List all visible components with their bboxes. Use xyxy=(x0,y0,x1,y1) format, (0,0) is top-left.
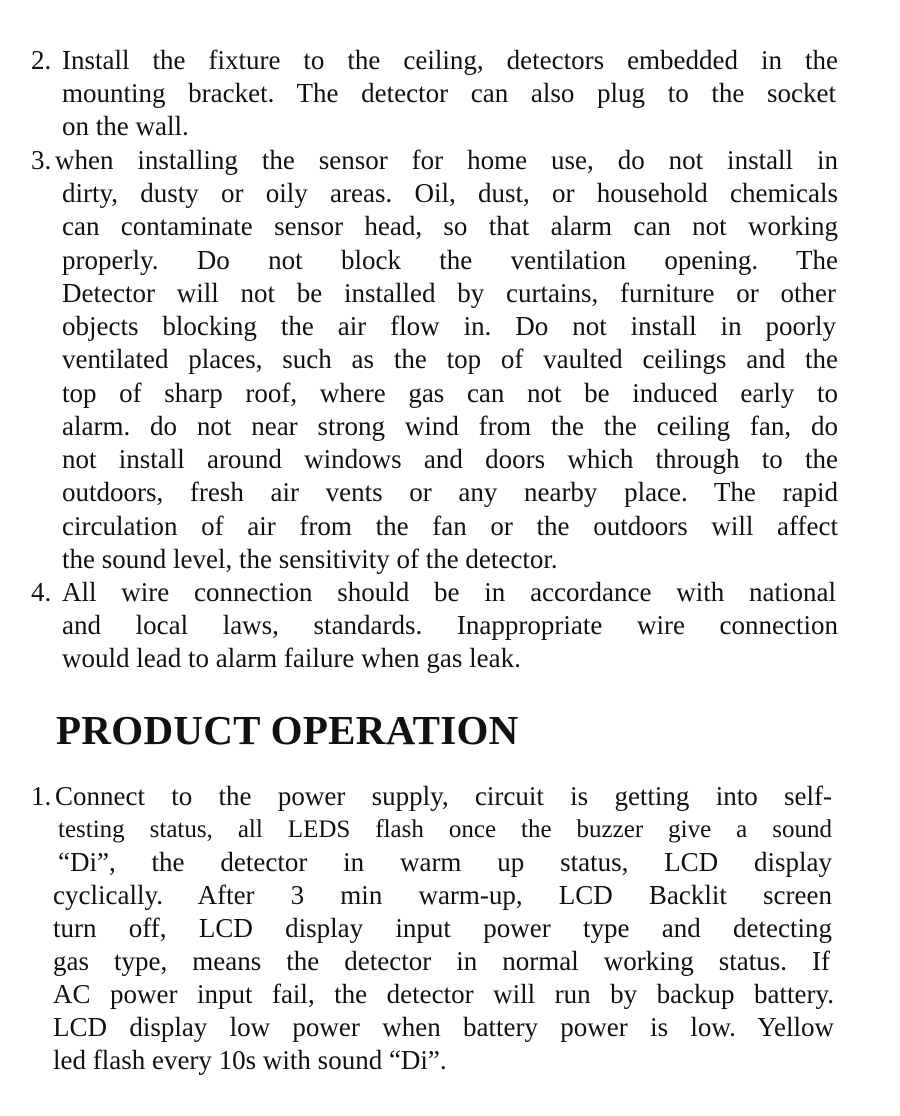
paragraph-line: dirty, dusty or oily areas. Oil, dust, or household chemicals xyxy=(62,178,838,208)
paragraph-line: circulation of air from the fan or the outdoors will affect xyxy=(62,511,838,541)
paragraph-line: not install around windows and doors which through to the xyxy=(62,444,838,474)
step-number: 3. xyxy=(31,145,52,175)
paragraph-line: turn off, LCD display input power type and detecting xyxy=(53,913,832,943)
paragraph-line: the sound level, the sensitivity of the detector. xyxy=(62,544,558,574)
paragraph-line: objects blocking the air flow in. Do not install in poorly xyxy=(62,311,836,341)
step-number: 1. xyxy=(31,781,52,811)
paragraph-line: properly. Do not block the ventilation opening. The xyxy=(62,245,838,275)
paragraph-line: mounting bracket. The detector can also plug to the socket xyxy=(62,78,836,108)
paragraph-line: can contaminate sensor head, so that alarm can not working xyxy=(62,211,838,241)
paragraph-line: AC power input fail, the detector will run by backup battery. xyxy=(53,979,834,1009)
paragraph-line: “Di”, the detector in warm up status, LCD display xyxy=(58,847,832,877)
step-number: 4. xyxy=(31,577,52,607)
section-heading: PRODUCT OPERATION xyxy=(56,707,519,753)
paragraph-line: LCD display low power when battery power is low. Yellow xyxy=(53,1012,834,1042)
paragraph-line: All wire connection should be in accordance with national xyxy=(62,577,836,607)
paragraph-line: alarm. do not near strong wind from the the ceiling fan, do xyxy=(62,411,838,441)
paragraph-line: outdoors, fresh air vents or any nearby place. The rapid xyxy=(62,477,838,507)
paragraph-line: would lead to alarm failure when gas leak. xyxy=(62,643,521,673)
paragraph-line: on the wall. xyxy=(62,111,189,141)
paragraph-line: Detector will not be installed by curtains, furniture or other xyxy=(62,278,836,308)
paragraph-line: when installing the sensor for home use, do not install in xyxy=(55,145,838,175)
paragraph-line: Install the fixture to the ceiling, detectors embedded in the xyxy=(62,45,838,75)
paragraph-line: Connect to the power supply, circuit is getting into self- xyxy=(55,781,832,811)
paragraph-line: cyclically. After 3 min warm-up, LCD Backlit screen xyxy=(53,880,832,910)
paragraph-line: ventilated places, such as the top of vaulted ceilings and the xyxy=(62,344,838,374)
paragraph-line: led flash every 10s with sound “Di”. xyxy=(53,1045,447,1075)
paragraph-line: top of sharp roof, where gas can not be induced early to xyxy=(62,378,838,408)
step-number: 2. xyxy=(31,45,52,75)
paragraph-line: and local laws, standards. Inappropriate wire connection xyxy=(62,610,838,640)
paragraph-line: testing status, all LEDS flash once the buzzer give a sound xyxy=(58,816,832,843)
paragraph-line: gas type, means the detector in normal working status. If xyxy=(53,946,830,976)
